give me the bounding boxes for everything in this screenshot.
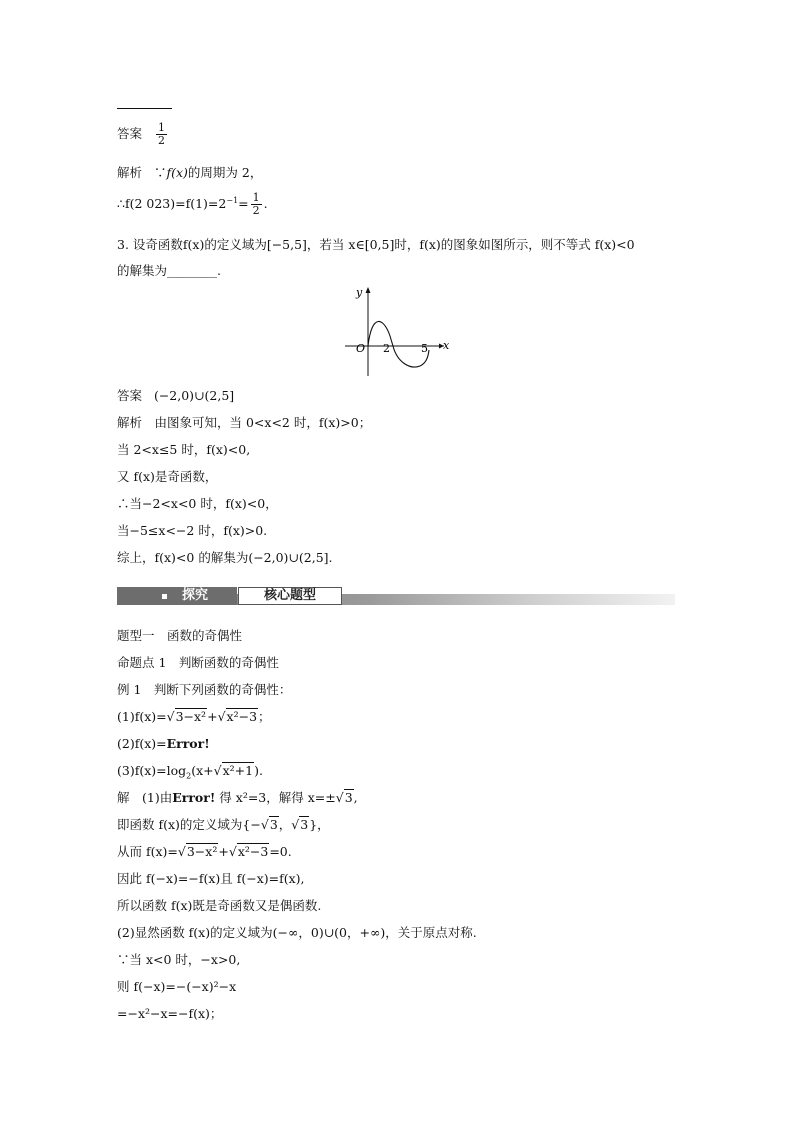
section-tab-explore: 探究 <box>117 587 237 605</box>
y-axis-arrow <box>366 287 371 293</box>
solution-line-9: =−x²−x=−f(x)； <box>117 1006 223 1021</box>
solution-line-4: 因此 f(−x)=−f(x)且 f(−x)=f(x), <box>117 871 305 886</box>
function-curve <box>368 321 429 367</box>
sqrt-icon: √3 <box>291 817 309 832</box>
answer-label: 答案 <box>117 126 143 141</box>
analysis-3-line-5: 当−5≤x<−2 时，f(x)>0. <box>117 523 268 538</box>
topic-heading: 题型一 函数的奇偶性 <box>117 628 243 643</box>
answer-1 <box>117 122 169 147</box>
sqrt-icon: √x²+1 <box>213 763 254 778</box>
sqrt-icon: √3 <box>335 790 353 805</box>
y-label: y <box>356 286 363 299</box>
analysis-1-line-2: ∴f(2 $023)=f(1)=2^{-1}=$ $\frac{1}{2}$ . <box>117 191 268 218</box>
solution-line-1: 解 (1)由Error! 得 x²=3，解得 x=±√3, <box>117 790 358 805</box>
answer-blank <box>117 108 172 109</box>
solution-line-3: 从而 f(x)=√3−x²+√x²−3=0. <box>117 844 292 859</box>
section-tab-core: 核心题型 <box>238 587 342 605</box>
point-heading: 命题点 1 判断函数的奇偶性 <box>117 655 279 670</box>
origin-label: O <box>356 342 366 355</box>
solution-line-8: 则 f(−x)=−(−x)²−x <box>117 979 237 994</box>
sqrt-icon: √3−x² <box>177 844 218 859</box>
analysis-3-line-1: 解析 由图象可知，当 0<x<2 时，f(x)>0； <box>117 415 372 430</box>
sqrt-icon: √3−x² <box>166 709 207 724</box>
example-item-2: (2)f(x)=Error! <box>117 736 210 751</box>
question-3-line-2: 的解集为________. <box>117 263 221 278</box>
tick-5: 5 <box>421 342 428 355</box>
answer-fraction: $\frac{1}{2}$ <box>157 121 165 147</box>
analysis-1: 解析 ∵f(x)的周期为 2， <box>117 165 263 180</box>
example-item-1: (1)f(x)=√3−x²+√x²−3； <box>117 709 271 724</box>
analysis-3-line-2: 当 2<x≤5 时，f(x)<0, <box>117 442 251 457</box>
analysis-fraction: $\frac{1}{2}$ <box>252 191 260 218</box>
sqrt-icon: √3 <box>260 817 278 832</box>
solution-line-6: (2)显然函数 f(x)的定义域为(−∞，0)∪(0，+∞)，关于原点对称. <box>117 925 477 940</box>
solution-line-2: 即函数 f(x)的定义域为{−√3，√3}， <box>117 817 330 832</box>
question-3-line-1: 3. 设奇函数f(x)的定义域为[−5,5]，若当 x∈[0,5]时，f(x)的图象如图所示，则不等式 f(x)<0 <box>117 237 635 252</box>
square-bullet-icon <box>162 594 167 599</box>
function-graph <box>340 284 450 380</box>
analysis-3-line-3: 又 f(x)是奇函数， <box>117 469 218 484</box>
analysis-3-line-4: ∴当−2<x<0 时，f(x)<0， <box>117 496 278 511</box>
solution-line-7: ∵当 x<0 时，−x>0, <box>117 952 241 967</box>
x-label: x <box>443 339 450 352</box>
answer-3: 答案 (−2,0)∪(2,5] <box>117 388 235 403</box>
solution-line-5: 所以函数 f(x)既是奇函数又是偶函数. <box>117 898 322 913</box>
analysis-3-line-6: 综上，f(x)<0 的解集为(−2,0)∪(2,5]. <box>117 550 333 565</box>
section-header-bar <box>117 587 675 605</box>
example-item-3: $(3)f(x)=\log_2(x+√x^2+1)$. <box>117 763 263 781</box>
example-heading: 例 1 判断下列函数的奇偶性： <box>117 682 292 697</box>
sqrt-icon: √x²−3 <box>217 709 258 724</box>
tick-2: 2 <box>383 342 390 355</box>
sqrt-icon: √x²−3 <box>228 844 269 859</box>
